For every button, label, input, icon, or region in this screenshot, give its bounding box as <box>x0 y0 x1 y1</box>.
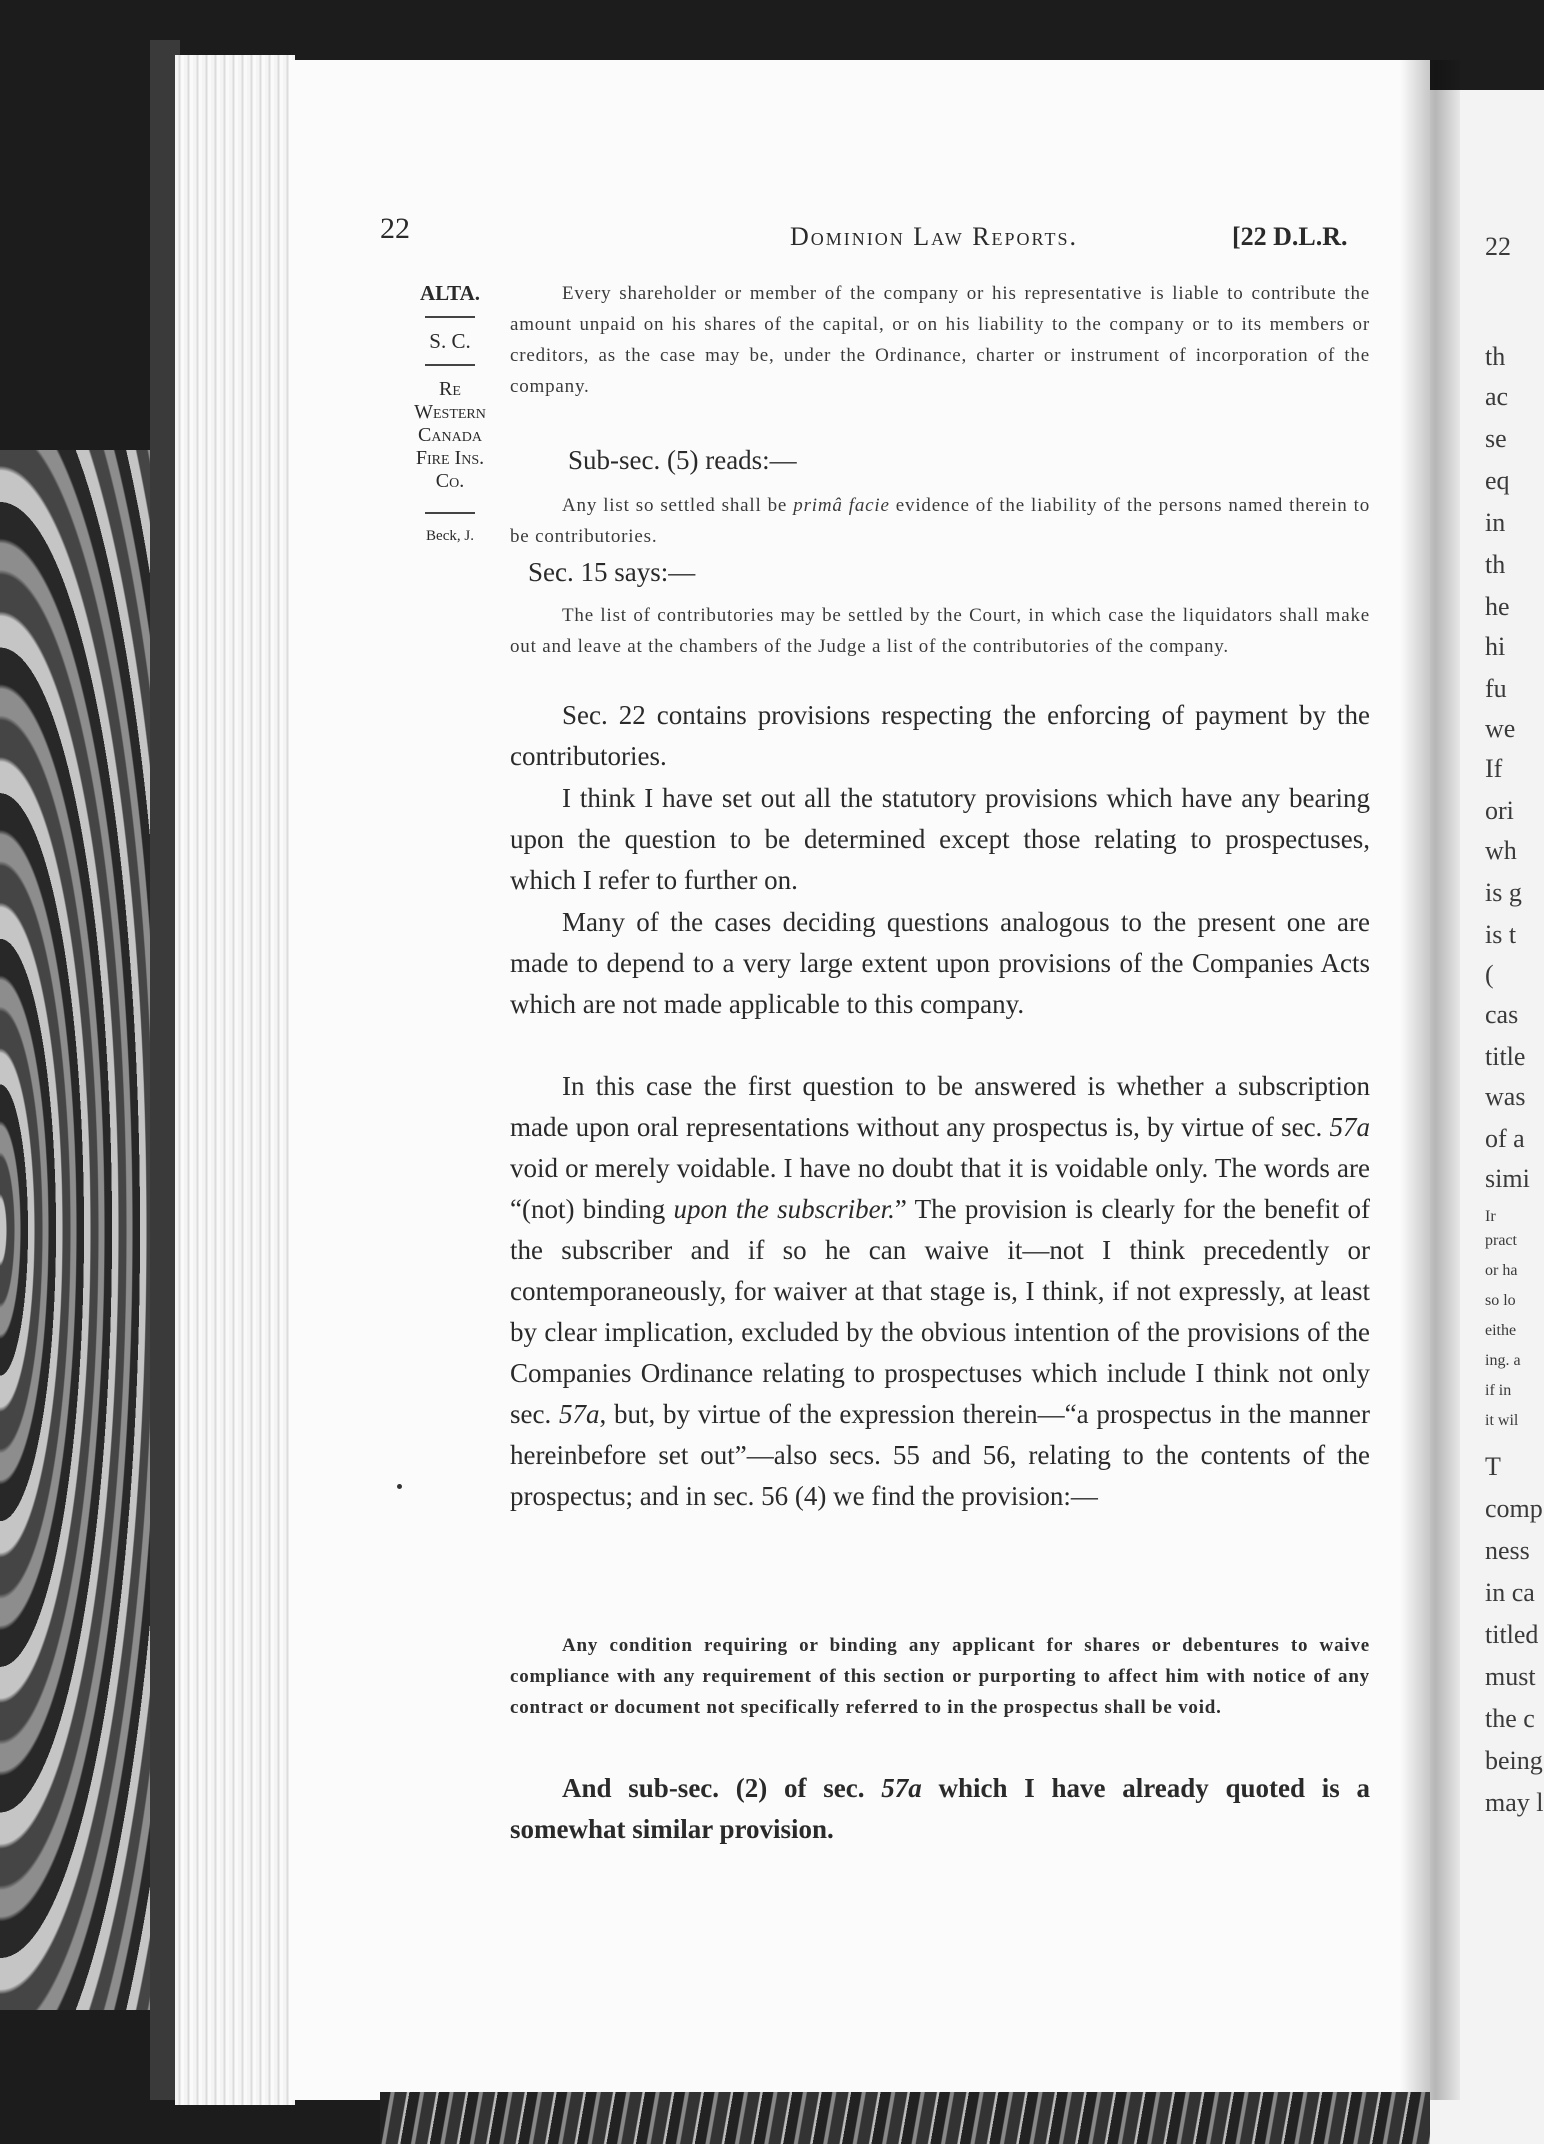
facing-fragment: simi <box>1485 1164 1530 1193</box>
margin-rule <box>425 316 475 318</box>
case-name-line: Co. <box>435 470 465 492</box>
facing-fragment: ( <box>1485 960 1494 989</box>
facing-fragment: cas <box>1485 1000 1519 1029</box>
case-name-line: Western <box>414 401 486 423</box>
margin-rule <box>425 512 475 514</box>
margin-case-name <box>400 378 500 493</box>
facing-fragment: th <box>1485 550 1506 579</box>
facing-fragment: was <box>1485 1082 1526 1111</box>
facing-fragment: Ir <box>1485 1208 1496 1225</box>
margin-court: S. C. <box>429 329 471 353</box>
facing-fragment: he <box>1485 592 1510 621</box>
facing-fragment: we <box>1485 714 1516 743</box>
facing-fragment: 22 <box>1485 232 1511 261</box>
page-gutter-shadow <box>1400 60 1460 2100</box>
facing-fragment: or ha <box>1485 1262 1518 1279</box>
facing-fragment: ing. a <box>1485 1352 1521 1369</box>
facing-fragment: is g <box>1485 878 1522 907</box>
facing-fragment: titled <box>1485 1620 1539 1649</box>
margin-rule <box>425 364 475 366</box>
facing-fragment: ori <box>1485 796 1514 825</box>
facing-fragment: being <box>1485 1746 1543 1775</box>
case-name-line: Re <box>439 378 461 400</box>
facing-fragment: fu <box>1485 674 1507 703</box>
subsection-5-intro: Sub-sec. (5) reads:— <box>568 445 797 475</box>
volume-reference: [22 D.L.R. <box>1232 222 1348 251</box>
facing-fragment: it wil <box>1485 1412 1519 1429</box>
paragraph-statutory-provisions: I think I have set out all the statutory provisions which have any bearing upon the question to be determined except those relating to prospectuses, which I refer to further on. <box>510 783 1370 895</box>
facing-fragment: T <box>1485 1452 1501 1481</box>
running-head: Dominion Law Reports. <box>790 222 1078 251</box>
facing-fragment: eithe <box>1485 1322 1517 1339</box>
quote-condition-void: Any condition requiring or binding any applicant for shares or debentures to waive compliance with any requirement of this section or purporting to affect him with notice of any contract or document not specifically referred to in the prospectus shall be void. <box>510 1635 1370 1718</box>
facing-fragment: eq <box>1485 466 1510 495</box>
facing-fragment: the c <box>1485 1704 1535 1733</box>
facing-fragment: may l <box>1485 1788 1544 1817</box>
margin-jurisdiction: ALTA. <box>419 281 481 305</box>
quote-statute-liability: Every shareholder or member of the company or his representative is liable to contribute the amount unpaid on his shares of the capital, or on his liability to the company or to its members or creditors, as the case may be, under the Ordinance, charter or instrument of incorporation of the company. <box>510 283 1370 397</box>
facing-fragment: wh <box>1485 836 1517 865</box>
facing-fragment: is t <box>1485 920 1517 949</box>
facing-fragment: must <box>1485 1662 1536 1691</box>
facing-fragment: comp <box>1485 1494 1543 1523</box>
marbled-endpaper <box>0 450 150 2010</box>
facing-fragment: ness <box>1485 1536 1530 1565</box>
latin-phrase: primâ facie <box>793 495 890 516</box>
facing-fragment: pract <box>1485 1232 1517 1249</box>
facing-fragment: hi <box>1485 632 1506 661</box>
facing-fragment: se <box>1485 424 1507 453</box>
paragraph-first-question: In this case the first question to be answered is whether a subscription made upon oral representations without any prospectus is, by virtue of sec. 57a void or merely voidable. I have no doubt that it is voidable only. The words are “(not) binding upon the subscriber.” The provision is clearly for the benefit of the subscriber and if so he can waive it—not I think precedently or contemporaneously, for waiver at that stage is, I think, if not expressly, at least by clear implication, excluded by the obvious intention of the provisions of the Companies Ordinance relating to prospectuses which include I think not only sec. 57a, but, by virtue of the expression therein—“a prospectus in the manner hereinbefore set out”—also secs. 55 and 56, relating to the contents of the prospectus; and in sec. 56 (4) we find the provision:— <box>510 1071 1370 1511</box>
facing-fragment: in <box>1485 508 1506 537</box>
page-number: 22 <box>380 212 410 245</box>
margin-judge: Beck, J. <box>426 528 474 544</box>
facing-fragment: so lo <box>1485 1292 1516 1309</box>
facing-fragment: ac <box>1485 382 1509 411</box>
case-name-line: Canada <box>418 424 482 446</box>
facing-fragment: If <box>1485 754 1503 783</box>
quote-contributories-list: The list of contributories may be settled by the Court, in which case the liquidators shall make out and leave at the chambers of the Judge a list of the contributories of the company. <box>510 605 1370 657</box>
paragraph-sub-sec-2: And sub-sec. (2) of sec. 57a which I have already quoted is a somewhat similar provision. <box>510 1773 1370 1844</box>
quote-prima-facie: Any list so settled shall be primâ facie evidence of the liability of the persons named therein to be contributories. <box>510 495 1370 547</box>
paragraph-analogous-cases: Many of the cases deciding questions analogous to the present one are made to depend to a very large extent upon provisions of the Companies Acts which are not made applicable to this company. <box>510 907 1370 1019</box>
facing-fragment: if in <box>1485 1382 1512 1399</box>
facing-fragment: th <box>1485 342 1506 371</box>
facing-fragment: in ca <box>1485 1578 1535 1607</box>
facing-fragment: of a <box>1485 1124 1525 1153</box>
margin-mark <box>397 1484 402 1489</box>
case-name-line: Fire Ins. <box>415 447 485 469</box>
page-edges <box>175 55 295 2105</box>
bottom-marbled-edge <box>380 2092 1430 2144</box>
facing-fragment: title <box>1485 1042 1526 1071</box>
paragraph-sec-22: Sec. 22 contains provisions respecting the enforcing of payment by the contributories. <box>510 700 1370 771</box>
section-15-intro: Sec. 15 says:— <box>528 557 696 587</box>
